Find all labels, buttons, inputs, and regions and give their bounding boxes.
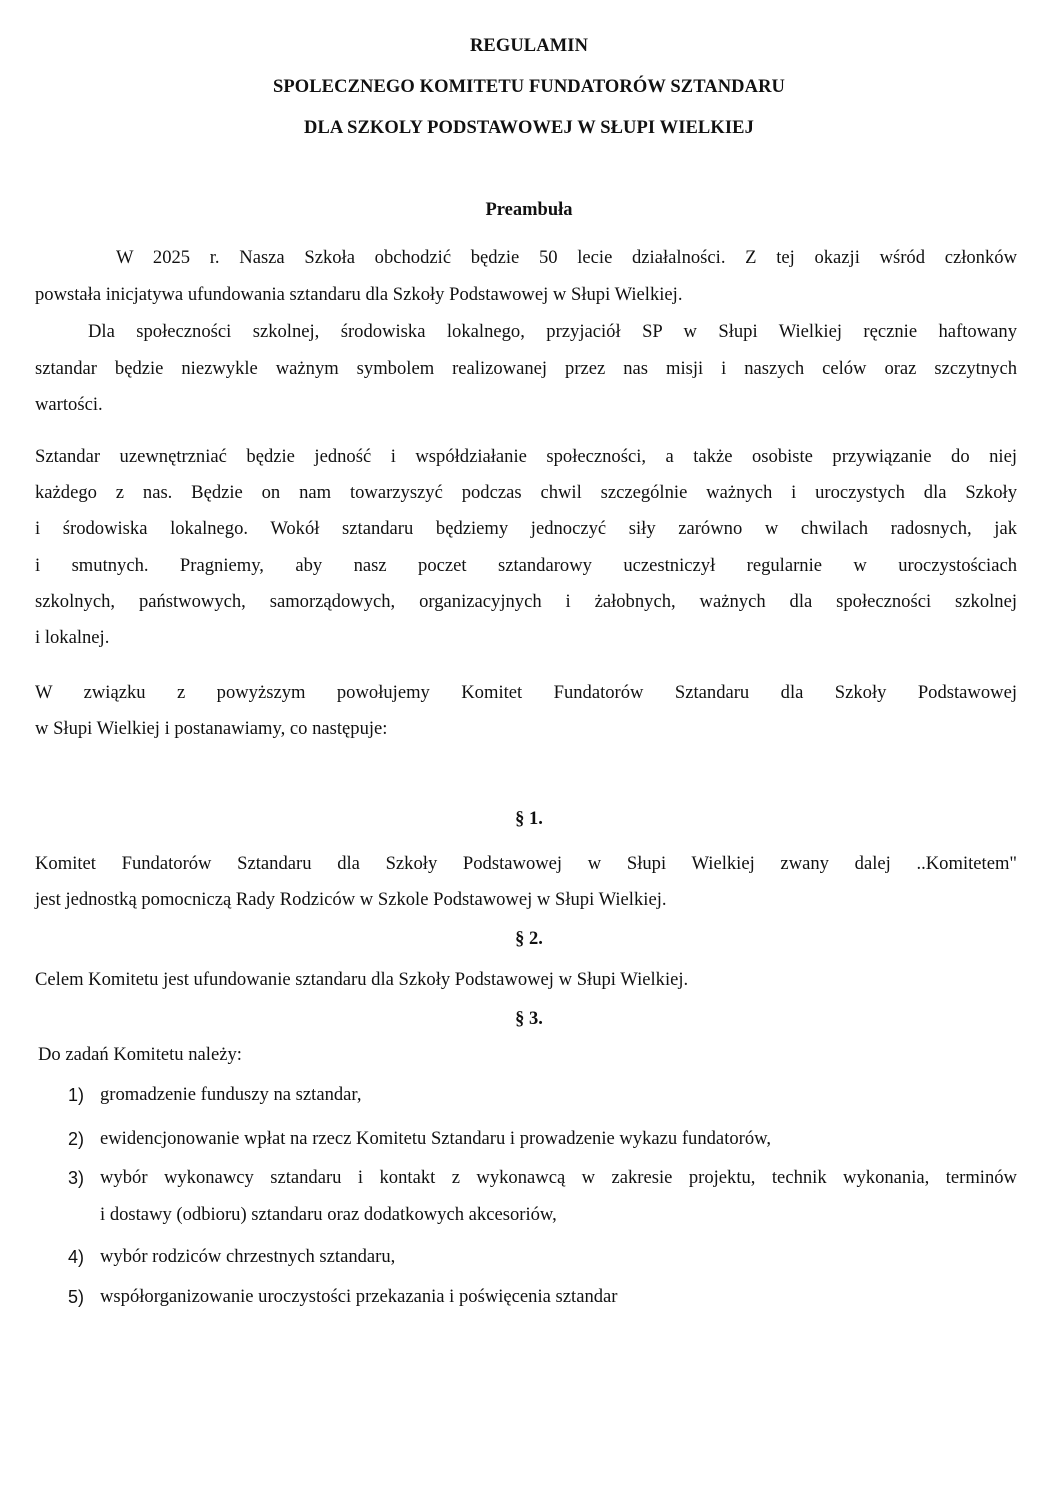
preamble-p3-line-2: każdego z nas. Będzie on nam towarzyszyć podczas chwil szczególnie ważnych i uroczystych dla Szkoły: [35, 482, 1017, 503]
list-item-3-text-continued: i dostawy (odbioru) sztandaru oraz dodatkowych akcesoriów,: [100, 1204, 557, 1225]
document-title-line-2: SPOLECZNEGO KOMITETU FUNDATORÓW SZTANDARU: [272, 77, 786, 97]
section-1-line-2: jest jednostką pomocniczą Rady Rodziców w Szkole Podstawowej w Słupi Wielkiej.: [35, 889, 667, 910]
preamble-p1-line-1: W 2025 r. Nasza Szkoła obchodzić będzie 50 lecie działalności. Z tej okazji wśród członków: [116, 247, 1017, 268]
list-item-3-number: 3): [68, 1168, 85, 1188]
preamble-p2-line-1: Dla społeczności szkolnej, środowiska lokalnego, przyjaciół SP w Słupi Wielkiej ręcznie haftowany: [88, 321, 1017, 342]
preamble-p4-line-1: W związku z powyższym powołujemy Komitet Fundatorów Sztandaru dla Szkoły Podstawowej: [35, 682, 1017, 703]
preamble-p3-line-6: i lokalnej.: [35, 627, 110, 648]
preamble-p3-line-3: i środowiska lokalnego. Wokół sztandaru będziemy jednoczyć siły zarówno w chwilach radosnych, jak: [35, 518, 1017, 539]
preamble-p3-line-5: szkolnych, państwowych, samorządowych, organizacyjnych i żałobnych, ważnych dla społeczności szkolnej: [35, 591, 1017, 612]
list-item-5-number: 5): [68, 1287, 85, 1307]
section-1-heading: § 1.: [515, 809, 543, 829]
section-2-heading: § 2.: [515, 929, 543, 949]
list-item-1-text: gromadzenie funduszy na sztandar,: [100, 1084, 362, 1105]
preamble-p1-line-2: powstała inicjatywa ufundowania sztandaru dla Szkoły Podstawowej w Słupi Wielkiej.: [35, 284, 683, 305]
section-3-heading: § 3.: [515, 1009, 543, 1029]
document-title-line-1: REGULAMIN: [469, 36, 589, 56]
section-2-text: Celem Komitetu jest ufundowanie sztandaru dla Szkoły Podstawowej w Słupi Wielkiej.: [35, 969, 689, 990]
list-item-1-number: 1): [68, 1085, 85, 1105]
preamble-p4-line-2: w Słupi Wielkiej i postanawiamy, co następuje:: [35, 718, 388, 739]
list-item-4-text: wybór rodziców chrzestnych sztandaru,: [100, 1246, 396, 1267]
document-title-line-3: DLA SZKOLY PODSTAWOWEJ W SŁUPI WIELKIEJ: [304, 118, 754, 138]
list-item-4-number: 4): [68, 1247, 85, 1267]
list-item-3-text: wybór wykonawcy sztandaru i kontakt z wykonawcą w zakresie projektu, technik wykonania, terminów: [100, 1167, 1017, 1188]
section-1-line-1: Komitet Fundatorów Sztandaru dla Szkoły Podstawowej w Słupi Wielkiej zwany dalej ..Komitetem": [35, 853, 1017, 874]
preamble-p3-line-1: Sztandar uzewnętrzniać będzie jedność i współdziałanie społeczności, a także osobiste przywiązanie do niej: [35, 446, 1017, 467]
preamble-heading: Preambuła: [485, 200, 573, 220]
preamble-p3-line-4: i smutnych. Pragniemy, aby nasz poczet sztandarowy uczestniczył regularnie w uroczystościach: [35, 555, 1017, 576]
list-item-2-number: 2): [68, 1129, 85, 1149]
section-3-intro: Do zadań Komitetu należy:: [38, 1044, 242, 1065]
list-item-5-text: współorganizowanie uroczystości przekazania i poświęcenia sztandar: [100, 1286, 618, 1307]
preamble-p2-line-2: sztandar będzie niezwykle ważnym symbolem realizowanej przez nas misji i naszych celów oraz szczytnych: [35, 358, 1017, 379]
list-item-2-text: ewidencjonowanie wpłat na rzecz Komitetu Sztandaru i prowadzenie wykazu fundatorów,: [100, 1128, 772, 1149]
preamble-p2-line-3: wartości.: [35, 394, 103, 415]
